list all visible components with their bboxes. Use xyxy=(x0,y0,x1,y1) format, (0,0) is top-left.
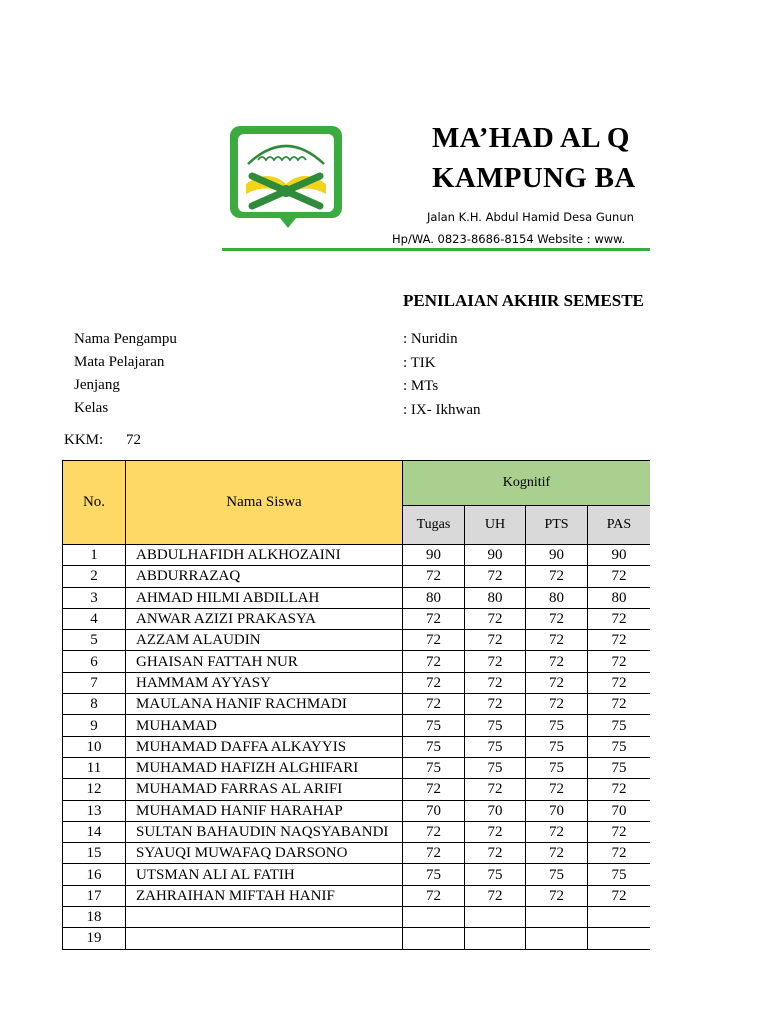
score-uh: 80 xyxy=(465,587,526,608)
score-uh: 72 xyxy=(465,821,526,842)
info-label-kelas: Kelas xyxy=(74,400,109,416)
info-label-pengampu: Nama Pengampu xyxy=(74,331,177,347)
table-row xyxy=(63,630,651,651)
student-name: ABDURRAZAQ xyxy=(126,566,403,587)
row-number: 12 xyxy=(63,779,126,800)
score-pts: 72 xyxy=(526,630,588,651)
row-number: 8 xyxy=(63,694,126,715)
score-uh xyxy=(465,907,526,928)
table-row xyxy=(63,843,651,864)
score-tugas xyxy=(403,907,465,928)
score-pas: 72 xyxy=(588,779,651,800)
score-uh: 75 xyxy=(465,736,526,757)
student-name: UTSMAN ALI AL FATIH xyxy=(126,864,403,885)
score-tugas: 75 xyxy=(403,736,465,757)
score-uh: 75 xyxy=(465,757,526,778)
student-name: ABDULHAFIDH ALKHOZAINI xyxy=(126,545,403,566)
column-group-kognitif: Kognitif xyxy=(403,461,651,506)
score-tugas: 90 xyxy=(403,545,465,566)
row-number: 6 xyxy=(63,651,126,672)
student-name: SULTAN BAHAUDIN NAQSYABANDI xyxy=(126,821,403,842)
row-number: 2 xyxy=(63,566,126,587)
score-pas: 72 xyxy=(588,566,651,587)
score-pas: 72 xyxy=(588,885,651,906)
score-uh: 72 xyxy=(465,651,526,672)
score-uh xyxy=(465,928,526,949)
score-pas: 75 xyxy=(588,757,651,778)
student-name: MUHAMAD DAFFA ALKAYYIS xyxy=(126,736,403,757)
row-number: 3 xyxy=(63,587,126,608)
score-tugas: 72 xyxy=(403,694,465,715)
row-number: 10 xyxy=(63,736,126,757)
table-row xyxy=(63,821,651,842)
student-name: ANWAR AZIZI PRAKASYA xyxy=(126,608,403,629)
score-uh: 72 xyxy=(465,694,526,715)
column-header-pas: PAS xyxy=(588,506,651,545)
row-number: 7 xyxy=(63,672,126,693)
score-pas: 72 xyxy=(588,630,651,651)
score-tugas: 72 xyxy=(403,630,465,651)
row-number: 11 xyxy=(63,757,126,778)
info-value-kelas: : IX- Ikhwan xyxy=(403,402,481,418)
column-header-uh: UH xyxy=(465,506,526,545)
score-tugas: 72 xyxy=(403,885,465,906)
column-header-tugas: Tugas xyxy=(403,506,465,545)
score-uh: 75 xyxy=(465,864,526,885)
score-pas: 75 xyxy=(588,864,651,885)
score-pts: 72 xyxy=(526,694,588,715)
score-pts xyxy=(526,907,588,928)
score-tugas: 72 xyxy=(403,779,465,800)
student-name: MAULANA HANIF RACHMADI xyxy=(126,694,403,715)
score-pts: 80 xyxy=(526,587,588,608)
score-uh: 72 xyxy=(465,843,526,864)
score-pts xyxy=(526,928,588,949)
score-pts: 72 xyxy=(526,566,588,587)
kkm-label: KKM: xyxy=(64,432,104,448)
table-row xyxy=(63,672,651,693)
score-tugas: 72 xyxy=(403,608,465,629)
score-tugas: 75 xyxy=(403,715,465,736)
score-tugas: 75 xyxy=(403,757,465,778)
row-number: 4 xyxy=(63,608,126,629)
score-pts: 72 xyxy=(526,608,588,629)
score-pas: 72 xyxy=(588,672,651,693)
row-number: 16 xyxy=(63,864,126,885)
table-row xyxy=(63,587,651,608)
score-pas: 72 xyxy=(588,608,651,629)
row-number: 15 xyxy=(63,843,126,864)
table-row xyxy=(63,651,651,672)
score-pas: 75 xyxy=(588,715,651,736)
score-uh: 70 xyxy=(465,800,526,821)
score-pts: 72 xyxy=(526,885,588,906)
score-uh: 72 xyxy=(465,885,526,906)
score-pts: 72 xyxy=(526,779,588,800)
table-row xyxy=(63,800,651,821)
score-pas: 80 xyxy=(588,587,651,608)
student-name: ZAHRAIHAN MIFTAH HANIF xyxy=(126,885,403,906)
score-pts: 70 xyxy=(526,800,588,821)
table-row xyxy=(63,757,651,778)
table-row xyxy=(63,885,651,906)
score-pas: 72 xyxy=(588,694,651,715)
column-header-no: No. xyxy=(63,461,126,545)
student-name: AZZAM ALAUDIN xyxy=(126,630,403,651)
score-tugas: 72 xyxy=(403,651,465,672)
info-label-jenjang: Jenjang xyxy=(74,377,120,393)
column-header-pts: PTS xyxy=(526,506,588,545)
institution-name-line1: MA’HAD AL Q xyxy=(432,122,630,154)
score-uh: 75 xyxy=(465,715,526,736)
student-name xyxy=(126,907,403,928)
score-pts: 75 xyxy=(526,736,588,757)
student-name: MUHAMAD HANIF HARAHAP xyxy=(126,800,403,821)
score-uh: 72 xyxy=(465,630,526,651)
score-pas: 75 xyxy=(588,736,651,757)
score-pas: 90 xyxy=(588,545,651,566)
score-uh: 72 xyxy=(465,779,526,800)
row-number: 14 xyxy=(63,821,126,842)
score-uh: 90 xyxy=(465,545,526,566)
grades-table-body xyxy=(63,545,651,950)
grades-table xyxy=(62,460,650,950)
score-uh: 72 xyxy=(465,566,526,587)
score-pas xyxy=(588,907,651,928)
student-name xyxy=(126,928,403,949)
address-line1: Jalan K.H. Abdul Hamid Desa Gunun xyxy=(427,210,634,224)
score-tugas: 72 xyxy=(403,566,465,587)
score-tugas: 72 xyxy=(403,843,465,864)
student-name: MUHAMAD xyxy=(126,715,403,736)
score-pts: 90 xyxy=(526,545,588,566)
score-pas: 72 xyxy=(588,651,651,672)
score-tugas xyxy=(403,928,465,949)
score-pts: 72 xyxy=(526,651,588,672)
score-pas xyxy=(588,928,651,949)
student-name: AHMAD HILMI ABDILLAH xyxy=(126,587,403,608)
school-logo xyxy=(228,124,344,228)
table-row xyxy=(63,928,651,949)
header-divider xyxy=(222,248,650,251)
kkm-value: 72 xyxy=(126,432,141,448)
score-tugas: 80 xyxy=(403,587,465,608)
student-name: SYAUQI MUWAFAQ DARSONO xyxy=(126,843,403,864)
score-pts: 72 xyxy=(526,672,588,693)
table-row xyxy=(63,545,651,566)
score-pts: 75 xyxy=(526,757,588,778)
table-row xyxy=(63,907,651,928)
info-label-mapel: Mata Pelajaran xyxy=(74,354,165,370)
score-uh: 72 xyxy=(465,672,526,693)
info-value-pengampu: : Nuridin xyxy=(403,331,458,347)
row-number: 19 xyxy=(63,928,126,949)
student-name: MUHAMAD HAFIZH ALGHIFARI xyxy=(126,757,403,778)
score-pas: 70 xyxy=(588,800,651,821)
student-name: GHAISAN FATTAH NUR xyxy=(126,651,403,672)
student-name: MUHAMAD FARRAS AL ARIFI xyxy=(126,779,403,800)
score-pts: 75 xyxy=(526,864,588,885)
score-tugas: 75 xyxy=(403,864,465,885)
score-tugas: 72 xyxy=(403,821,465,842)
row-number: 18 xyxy=(63,907,126,928)
row-number: 5 xyxy=(63,630,126,651)
table-row xyxy=(63,694,651,715)
score-uh: 72 xyxy=(465,608,526,629)
table-row xyxy=(63,566,651,587)
table-row xyxy=(63,864,651,885)
table-row xyxy=(63,608,651,629)
row-number: 1 xyxy=(63,545,126,566)
score-tugas: 72 xyxy=(403,672,465,693)
student-name: HAMMAM AYYASY xyxy=(126,672,403,693)
column-header-name: Nama Siswa xyxy=(126,461,403,545)
info-value-jenjang: : MTs xyxy=(403,378,439,394)
score-tugas: 70 xyxy=(403,800,465,821)
table-row xyxy=(63,779,651,800)
row-number: 9 xyxy=(63,715,126,736)
table-row xyxy=(63,715,651,736)
score-pas: 72 xyxy=(588,821,651,842)
score-pts: 75 xyxy=(526,715,588,736)
document-title: PENILAIAN AKHIR SEMESTE xyxy=(403,291,644,310)
info-value-mapel: : TIK xyxy=(403,355,436,371)
score-pas: 72 xyxy=(588,843,651,864)
table-row xyxy=(63,736,651,757)
institution-name-line2: KAMPUNG BA xyxy=(432,162,636,194)
score-pts: 72 xyxy=(526,821,588,842)
address-line2: Hp/WA. 0823-8686-8154 Website : www. xyxy=(392,232,626,246)
row-number: 13 xyxy=(63,800,126,821)
score-pts: 72 xyxy=(526,843,588,864)
row-number: 17 xyxy=(63,885,126,906)
